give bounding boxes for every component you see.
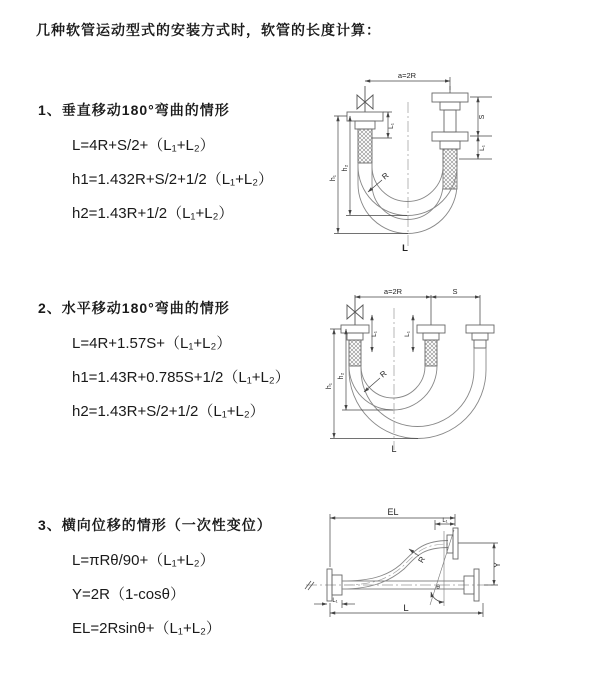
top-right-flange bbox=[447, 528, 458, 559]
page-title: 几种软管运动型式的安装方式时，软管的长度计算： bbox=[36, 22, 381, 38]
dim-label-a2r: a=2R bbox=[383, 287, 403, 296]
dim-label-theta: θ bbox=[436, 584, 440, 591]
hose-s-curve bbox=[342, 541, 448, 590]
diagram-vertical-180-bend bbox=[308, 66, 598, 262]
dim-label-h2: h₂ bbox=[338, 372, 345, 380]
dim-label-r: R bbox=[378, 368, 389, 380]
diagram-horizontal-180-bend bbox=[308, 282, 598, 462]
dim-label-h2: h₂ bbox=[342, 164, 349, 172]
section-2-heading: 2、水平移动180°弯曲的情形 bbox=[38, 300, 230, 316]
dim-h1 bbox=[330, 329, 418, 439]
dim-label-l1-top: L₁ bbox=[442, 518, 448, 524]
right-fitting bbox=[432, 86, 468, 189]
dim-label-el: EL bbox=[387, 507, 399, 517]
dim-label-l1-right: L₁ bbox=[479, 145, 486, 151]
angle-construction bbox=[430, 530, 454, 606]
hose-arcs bbox=[349, 348, 486, 439]
dim-l1-right bbox=[459, 136, 492, 159]
dim-label-l1-left: L₁ bbox=[388, 123, 395, 129]
dim-label-l: L bbox=[391, 444, 397, 454]
formula-line: Y=2R（1-cosθ） bbox=[72, 586, 185, 603]
left-fitting bbox=[347, 112, 383, 163]
dim-label-l: L bbox=[402, 243, 408, 254]
formula-line: L=4R+1.57S+（L₁+L₂） bbox=[72, 335, 232, 352]
formula-line: h1=1.432R+S/2+1/2（L₁+L₂） bbox=[72, 171, 274, 188]
radius-leader bbox=[368, 180, 382, 192]
diagram-3-drawing bbox=[298, 503, 598, 653]
formula-line: L=4R+S/2+（L₁+L₂） bbox=[72, 137, 215, 154]
dim-label-h1: h₁ bbox=[326, 382, 333, 390]
formula-line: EL=2Rsinθ+（L₁+L₂） bbox=[72, 620, 221, 637]
dim-label-l1-bottom: L₁ bbox=[332, 598, 338, 604]
diagram-2-drawing bbox=[308, 282, 598, 462]
formula-line: h2=1.43R+1/2（L₁+L₂） bbox=[72, 205, 234, 222]
formula-line: h2=1.43R+S/2+1/2（L₁+L₂） bbox=[72, 403, 265, 420]
dim-label-r: R bbox=[380, 170, 391, 182]
dim-label-r: R bbox=[416, 554, 428, 565]
left-fitting bbox=[341, 325, 369, 366]
section-2 bbox=[38, 298, 290, 429]
dim-label-l1-middle: L₁ bbox=[404, 331, 411, 337]
break-mark bbox=[305, 581, 314, 590]
section-1 bbox=[38, 100, 273, 231]
dim-label-s: S bbox=[452, 287, 458, 296]
dim-label-l: L bbox=[403, 603, 409, 614]
hose-arcs bbox=[358, 163, 457, 234]
diagram-1-drawing bbox=[308, 66, 598, 262]
diagram-lateral-displacement bbox=[298, 503, 598, 653]
dim-label-y: Y bbox=[493, 562, 502, 568]
middle-fitting bbox=[417, 295, 445, 366]
dim-el bbox=[330, 514, 455, 567]
section-1-heading: 1、垂直移动180°弯曲的情形 bbox=[38, 102, 230, 118]
formula-line: h1=1.43R+0.785S+1/2（L₁+L₂） bbox=[72, 369, 290, 386]
section-3 bbox=[38, 515, 272, 646]
dim-label-s: S bbox=[479, 114, 486, 120]
dim-label-l1-left: L₁ bbox=[371, 331, 378, 337]
valve-icon bbox=[357, 86, 373, 112]
valve-icon bbox=[347, 295, 363, 325]
dim-label-a2r: a=2R bbox=[397, 71, 417, 80]
dim-label-h1: h₁ bbox=[330, 174, 337, 182]
formula-line: L=πRθ/90+（L₁+L₂） bbox=[72, 552, 215, 569]
section-3-heading: 3、横向位移的情形（一次性变位） bbox=[38, 517, 272, 533]
right-fitting bbox=[466, 295, 494, 348]
